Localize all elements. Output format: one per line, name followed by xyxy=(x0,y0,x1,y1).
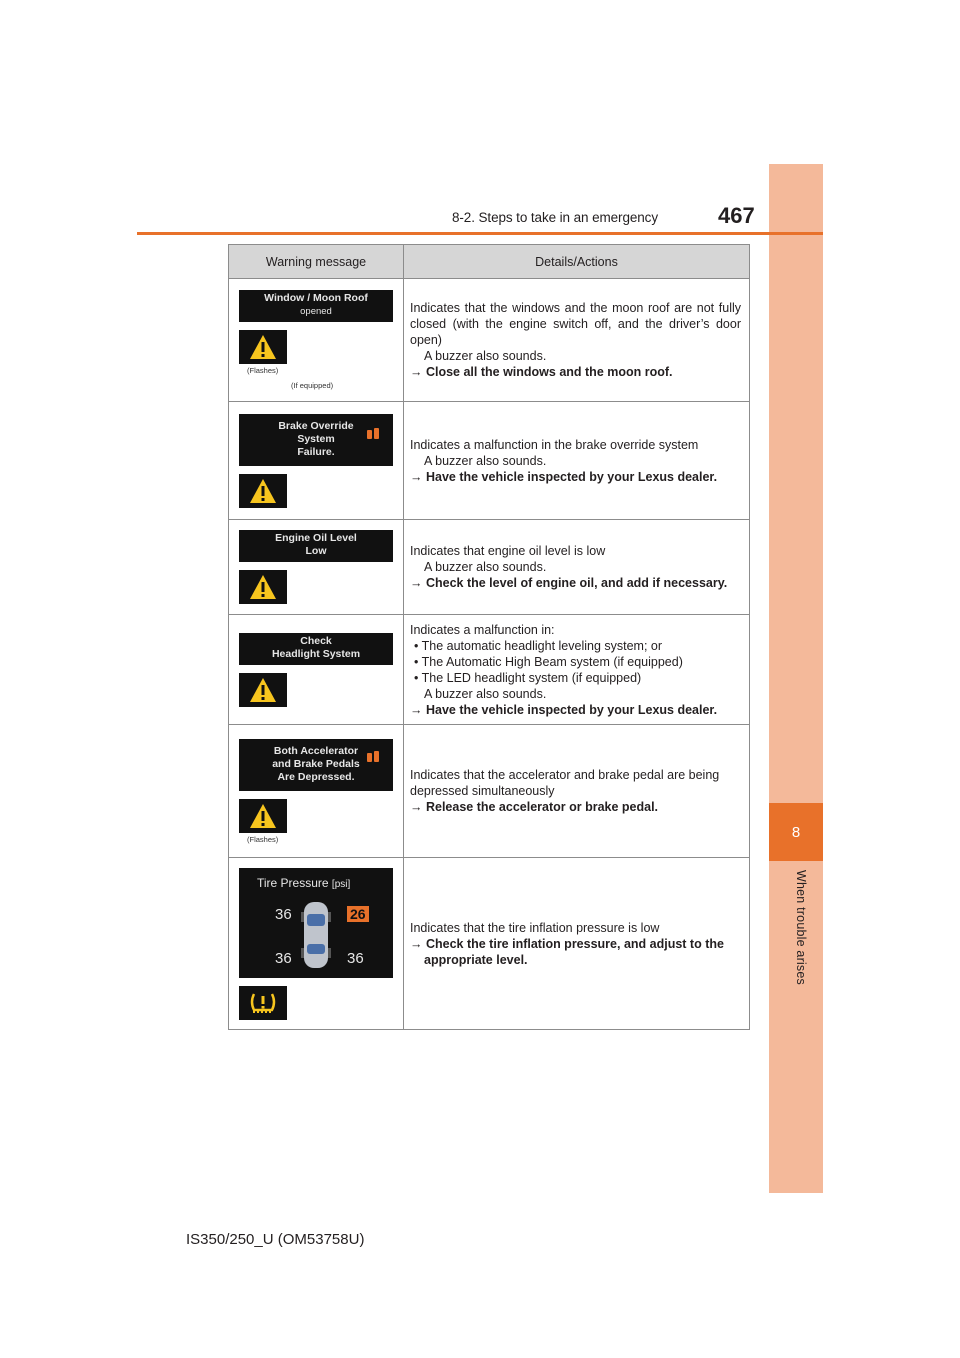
lcd-message: Window / Moon Roof opened xyxy=(239,290,393,322)
action-text: → Check the tire inflation pressure, and adjust to the appropriate level. xyxy=(410,936,724,967)
action-text: → Check the level of engine oil, and add if necessary. xyxy=(410,576,728,590)
bullet-item: • The automatic headlight leveling system; or xyxy=(414,638,663,653)
table-row xyxy=(229,520,750,615)
buzzer-text: A buzzer also sounds. xyxy=(424,453,547,468)
note-if-equipped: (If equipped) xyxy=(291,381,334,390)
tire-pressure-warning-icon xyxy=(239,986,287,1020)
note-flashes: (Flashes) xyxy=(247,366,279,375)
table-row xyxy=(229,858,750,1030)
details-text: Indicates that the tire inflation pressure is low xyxy=(410,920,660,935)
details-text: Indicates a malfunction in: xyxy=(410,622,555,637)
pedal-icon xyxy=(365,426,381,442)
page-number: 467 xyxy=(718,203,755,228)
tire-rear-left: 36 xyxy=(275,949,292,967)
warning-message-table xyxy=(228,244,750,1030)
lcd-message: Engine Oil Level Low xyxy=(239,530,393,562)
bullet-item: • The Automatic High Beam system (if equipped) xyxy=(414,654,683,669)
chapter-number: 8 xyxy=(769,803,823,861)
buzzer-text: A buzzer also sounds. xyxy=(424,686,547,701)
tire-front-right-low: 26 xyxy=(347,906,369,922)
details-text: Indicates that the windows and the moon roof are not fully closed (with the engine switch off, and the driver’s door open) xyxy=(410,301,741,347)
details-text: Indicates a malfunction in the brake override system xyxy=(410,437,699,452)
master-warning-icon xyxy=(239,673,287,707)
master-warning-icon xyxy=(239,799,287,833)
details-text: Indicates that the accelerator and brake pedal are being depressed simultaneously xyxy=(410,768,720,798)
header-rule xyxy=(137,232,823,235)
buzzer-text: A buzzer also sounds. xyxy=(424,349,547,363)
table-row xyxy=(229,402,750,520)
master-warning-icon xyxy=(239,474,287,508)
action-text: → Have the vehicle inspected by your Lexus dealer. xyxy=(410,469,718,484)
note-flashes: (Flashes) xyxy=(247,834,279,844)
chapter-side-tab xyxy=(769,164,823,1193)
table-row xyxy=(229,279,750,402)
section-title: 8-2. Steps to take in an emergency xyxy=(452,210,658,225)
bullet-item: • The LED headlight system (if equipped) xyxy=(414,670,642,685)
details-text: Indicates that engine oil level is low xyxy=(410,544,606,558)
action-text: → Release the accelerator or brake pedal. xyxy=(410,800,659,814)
master-warning-icon xyxy=(239,330,287,364)
car-top-view-icon xyxy=(301,900,331,970)
tpms-title: Tire Pressure [psi] xyxy=(257,875,351,890)
tire-pressure-display xyxy=(239,868,393,978)
tire-rear-right: 36 xyxy=(347,949,364,967)
buzzer-text: A buzzer also sounds. xyxy=(424,560,547,574)
table-row xyxy=(229,725,750,858)
lcd-message: Brake Override System Failure. xyxy=(239,414,393,466)
table-row xyxy=(229,615,750,725)
col-header-details: Details/Actions xyxy=(404,245,750,279)
chapter-label: When trouble arises xyxy=(794,870,808,985)
action-text: → Have the vehicle inspected by your Lexus dealer. xyxy=(410,702,718,717)
col-header-warning: Warning message xyxy=(229,245,404,279)
table-header-row xyxy=(229,245,750,279)
tire-front-left: 36 xyxy=(275,905,292,923)
action-text: → Close all the windows and the moon roof. xyxy=(410,365,673,379)
lcd-message: Both Accelerator and Brake Pedals Are Depressed. xyxy=(239,739,393,791)
pedal-icon xyxy=(365,749,381,765)
lcd-message: Check Headlight System xyxy=(239,633,393,665)
master-warning-icon xyxy=(239,570,287,604)
document-footer: IS350/250_U (OM53758U) xyxy=(186,1231,365,1248)
